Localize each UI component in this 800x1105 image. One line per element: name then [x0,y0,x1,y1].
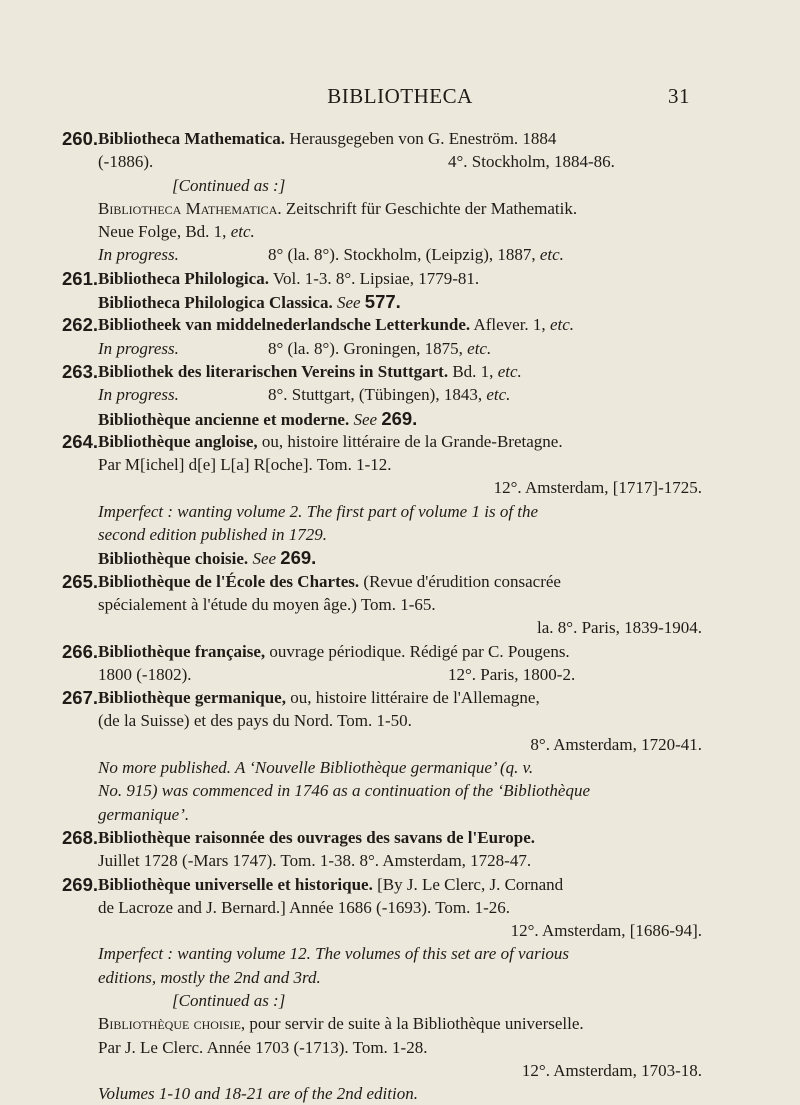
entry-text: 8° (la. 8°). Stockholm, (Leipzig), 1887, [268,245,540,265]
entry-line [62,663,702,686]
entry-title: Bibliothèque germanique, [98,688,286,708]
italic-note: etc. [230,222,255,242]
entry-number: 266. [62,640,99,662]
entry-line [62,919,702,942]
entry-line [62,150,702,173]
imprint: 12°. Amsterdam, [1686-94]. [510,921,702,941]
cross-reference: 577. [364,291,401,313]
entry-title: Bibliothèque raisonnée des ouvrages des savans de l'Europe. [98,827,536,847]
entry-line [62,640,702,663]
page-number: 31 [668,84,690,108]
running-title: BIBLIOTHECA [327,84,473,108]
entry-line [62,546,702,569]
entry-line [62,523,702,546]
status-note: In progress. [98,245,179,265]
entry-number: 262. [62,314,99,336]
entry-line [62,1012,702,1035]
entry-line [62,313,702,336]
cross-reference: 269. [280,547,317,569]
entry-number: 265. [62,570,99,592]
entry-text: pour servir de suite à la Bibliothèque universelle. [245,1014,584,1034]
entry-line [62,220,702,243]
italic-note: No. 915) was commenced in 1746 as a continuation of the ‘Bibliothèque [98,781,590,801]
entry-line [62,453,702,476]
entry-title: Bibliotheca Mathematica. [98,129,285,148]
entry-line [62,127,702,150]
entry-text: Bd. 1, [448,361,498,381]
entry-line [62,267,702,290]
imprint: 12°. Amsterdam, 1703-18. [521,1060,702,1080]
entry-line [62,290,702,313]
entry-text: Aflever. 1, [470,315,550,335]
catalogue-entries [62,127,702,1105]
entry-text: 8°. Stuttgart, (Tübingen), 1843, [268,385,487,405]
entry-line [62,570,702,593]
entry-line [62,686,702,709]
entry-line [62,360,702,383]
status-note: In progress. [98,338,179,358]
italic-note: etc. [549,315,575,335]
entry-line [62,1059,702,1082]
italic-note: No more published. A ‘Nouvelle Bibliothèque germanique’ (q. v. [98,758,534,778]
entry-line [62,756,702,779]
entry-text: (de la Suisse) et des pays du Nord. Tom. 1-50. [98,711,412,731]
entry-text: ou, histoire littéraire de l'Allemagne, [285,688,540,708]
entry-text: [By J. Le Clerc, J. Cornand [372,874,564,894]
entry-line [62,174,702,197]
entry-title: Bibliothèque ancienne et moderne. [98,409,350,429]
entry-line [62,849,702,872]
italic-note: See [332,293,365,313]
entry-number: 269. [62,873,99,895]
entry-text: Par M[ichel] d[e] L[a] R[oche]. Tom. 1-12. [98,455,392,475]
entry-line [62,476,702,499]
entry-title: Bibliothèque choisie. [98,549,249,569]
entry-line [62,896,702,919]
entry-title-smallcaps: Bibliothèque choisie, [98,1014,246,1034]
italic-note: Volumes 1-10 and 18-21 are of the 2nd edition. [98,1084,418,1104]
entry-text: de Lacroze and J. Bernard.] Année 1686 (-1693). Tom. 1-26. [98,897,511,917]
entry-line [62,337,702,360]
italic-note: second edition published in 1729. [98,525,328,545]
entry-text: ou, histoire littéraire de la Grande-Bretagne. [257,431,563,451]
running-header [0,84,800,110]
continued-note: [Continued as :] [172,990,286,1010]
entry-text: (-1886). [98,152,154,172]
entry-text: Juillet 1728 (-Mars 1747). Tom. 1-38. 8°. Amsterdam, 1728-47. [98,851,532,871]
entry-line [62,989,702,1012]
entry-text: 1800 (-1802). [98,664,192,684]
entry-text: Herausgegeben von G. Eneström. 1884 [284,129,557,148]
entry-line [62,616,702,639]
italic-note: etc. [467,338,492,358]
entry-title: Bibliotheca Philologica Classica. [98,293,333,313]
imprint: la. 8°. Paris, 1839-1904. [537,618,702,638]
imprint: 12°. Paris, 1800-2. [448,664,576,684]
entry-number: 264. [62,430,99,452]
entry-line [62,873,702,896]
entry-number: 260. [62,128,99,149]
entry-text: Neue Folge, Bd. 1, [98,222,231,242]
entry-number: 268. [62,826,99,848]
entry-title: Bibliotheca Philologica. [98,268,269,288]
italic-note: etc. [486,385,511,405]
entry-text: Zeitschrift für Geschichte der Mathematik. [281,198,578,218]
italic-note: etc. [497,361,522,381]
status-note: In progress. [98,385,179,405]
imprint: 12°. Amsterdam, [1717]-1725. [493,478,702,498]
italic-note: See [248,549,281,569]
entry-line [62,383,702,406]
entry-title-smallcaps: Bibliotheca Mathematica. [98,198,282,218]
entry-line [62,942,702,965]
entry-title: Bibliothèque de l'École des Chartes. [98,571,360,591]
entry-line [62,243,702,266]
entry-title: Bibliothèque française, [98,641,266,661]
entry-line [62,779,702,802]
entry-line [62,407,702,430]
italic-note: See [349,409,382,429]
entry-number: 263. [62,360,99,382]
italic-note: etc. [539,245,564,265]
italic-note: editions, mostly the 2nd and 3rd. [98,967,321,987]
entry-title: Bibliothek des literarischen Vereins in Stuttgart. [98,361,449,381]
entry-title: Bibliotheek van middelnederlandsche Letterkunde. [98,315,471,335]
italic-note: Imperfect : wanting volume 12. The volumes of this set are of various [98,944,570,964]
entry-line [62,826,702,849]
entry-number: 267. [62,687,99,709]
continued-note: [Continued as :] [172,175,286,195]
entry-number: 261. [62,267,99,289]
entry-line [62,966,702,989]
entry-line [62,803,702,826]
entry-line [62,500,702,523]
entry-text: Vol. 1-3. 8°. Lipsiae, 1779-81. [268,268,480,288]
italic-note: Imperfect : wanting volume 2. The first part of volume 1 is of the [98,501,539,521]
entry-line [62,1036,702,1059]
entry-line [62,1082,702,1105]
entry-text: (Revue d'érudition consacrée [359,571,561,591]
imprint: 4°. Stockholm, 1884-86. [448,152,615,172]
entry-line [62,733,702,756]
entry-line [62,709,702,732]
entry-text: ouvrage périodique. Rédigé par C. Pougens. [265,641,570,661]
entry-line [62,593,702,616]
cross-reference: 269. [381,407,418,429]
entry-title: Bibliothèque universelle et historique. [98,874,373,894]
imprint: 8°. Amsterdam, 1720-41. [530,734,702,754]
entry-title: Bibliothèque angloise, [98,431,258,451]
entry-text: 8° (la. 8°). Groningen, 1875, [268,338,468,358]
entry-line [62,430,702,453]
entry-text: Par J. Le Clerc. Année 1703 (-1713). Tom. 1-28. [98,1037,428,1057]
entry-text: spécialement à l'étude du moyen âge.) Tom. 1-65. [98,594,436,614]
italic-note: germanique’. [98,804,190,824]
entry-line [62,197,702,220]
